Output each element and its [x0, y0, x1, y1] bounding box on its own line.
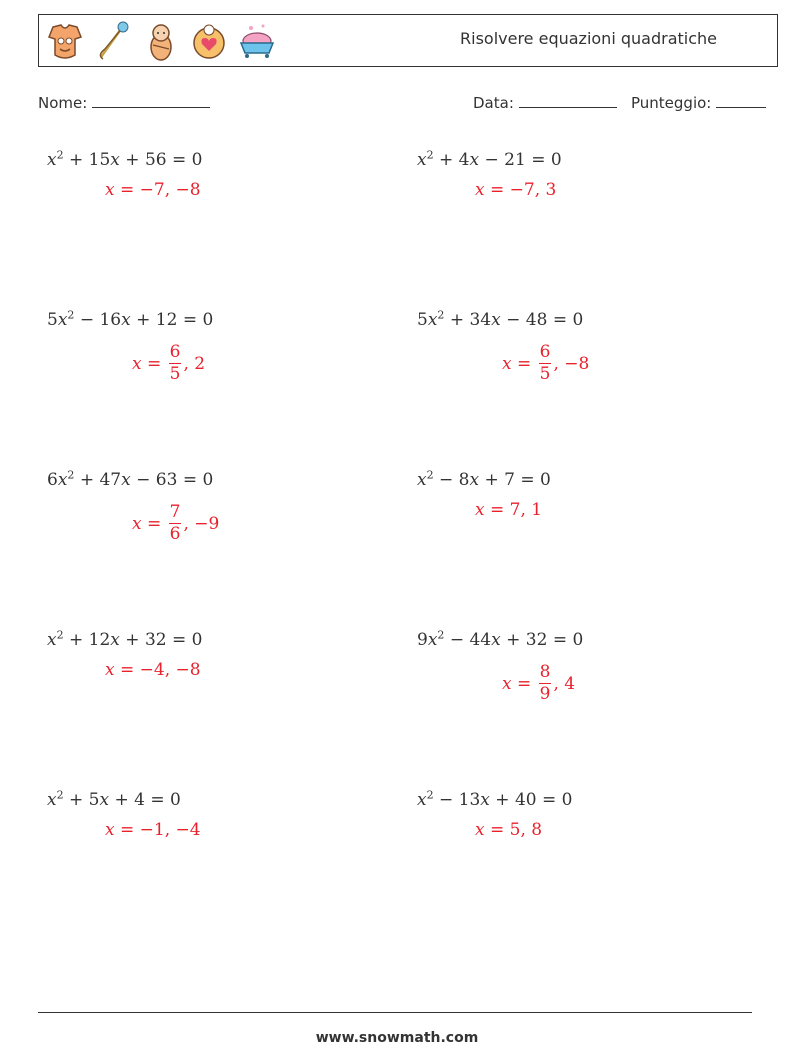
coefficient-b: 13 [458, 790, 481, 810]
name-field[interactable] [38, 93, 210, 112]
equals-zero: = 0 [552, 310, 584, 330]
answer-values: , 4 [553, 673, 576, 694]
answer-equals: = [484, 500, 510, 520]
problem-item [47, 628, 203, 680]
fraction-numerator: 6 [539, 342, 551, 362]
answer-equals: = [141, 513, 167, 534]
answer [502, 664, 575, 703]
baby-bodysuit-icon [43, 19, 87, 63]
sign-c: + [136, 310, 151, 330]
score-label: Punteggio: [631, 94, 712, 112]
variable: x [480, 790, 490, 810]
variable: x [121, 310, 131, 330]
problem-item [47, 308, 214, 384]
problem-item [417, 468, 551, 520]
exponent: 2 [56, 788, 64, 802]
answer-variable: x [105, 180, 115, 200]
variable: x [121, 470, 131, 490]
name-label: Nome: [38, 94, 88, 112]
variable: x [57, 310, 68, 330]
answer-values: , −9 [183, 513, 220, 534]
variable: x [427, 310, 438, 330]
answer [132, 504, 219, 543]
baby-bath-icon [235, 19, 279, 63]
answer-fraction [539, 664, 552, 703]
answer-fraction [539, 344, 552, 383]
answer [475, 820, 542, 840]
coefficient-a: 5 [47, 310, 58, 330]
exponent: 2 [426, 468, 434, 482]
answer [475, 180, 556, 200]
sign-b: + [69, 630, 84, 650]
coefficient-b: 34 [469, 310, 492, 330]
equation [417, 150, 562, 170]
sign-c: + [125, 630, 140, 650]
fraction-denominator: 6 [169, 524, 181, 544]
exponent: 2 [437, 308, 445, 322]
sign-c: − [484, 150, 499, 170]
constant-c: 21 [504, 150, 526, 170]
problem-item [417, 308, 590, 384]
variable: x [491, 630, 501, 650]
answer-variable: x [132, 513, 142, 534]
score-field[interactable] [631, 93, 766, 112]
variable: x [110, 150, 120, 170]
coefficient-b: 8 [458, 470, 470, 490]
problem-item [47, 148, 203, 200]
answer [105, 180, 201, 200]
footer-divider [38, 1012, 752, 1013]
variable: x [417, 790, 427, 810]
worksheet-title: Risolvere equazioni quadratiche [460, 29, 717, 48]
sign-c: − [136, 470, 151, 490]
coefficient-b: 5 [88, 790, 100, 810]
answer-values: −7, −8 [139, 180, 201, 200]
answer-equals: = [511, 673, 537, 694]
fraction-denominator: 5 [539, 364, 551, 384]
equation [417, 790, 572, 810]
answer [132, 344, 205, 383]
variable: x [99, 790, 110, 810]
sign-b: − [79, 310, 95, 330]
equals-zero: = 0 [552, 630, 584, 650]
sign-c: + [114, 790, 129, 810]
exponent: 2 [67, 308, 75, 322]
sign-b: − [439, 470, 454, 490]
answer-values: −7, 3 [509, 180, 557, 200]
answer-equals: = [484, 820, 510, 840]
equation [417, 310, 583, 330]
answer-fraction [169, 504, 182, 543]
answer-variable: x [475, 180, 485, 200]
variable: x [47, 630, 57, 650]
answer-equals: = [484, 180, 510, 200]
answer [105, 660, 201, 680]
sign-b: + [439, 150, 454, 170]
answer [502, 344, 589, 383]
equals-zero: = 0 [182, 310, 214, 330]
variable: x [110, 630, 120, 650]
answer-equals: = [114, 180, 140, 200]
exponent: 2 [56, 628, 64, 642]
exponent: 2 [56, 148, 64, 162]
coefficient-a: 6 [47, 470, 58, 490]
sign-c: + [484, 470, 499, 490]
date-label: Data: [473, 94, 514, 112]
variable: x [491, 310, 501, 330]
coefficient-a: 9 [417, 630, 428, 650]
answer-variable: x [105, 820, 115, 840]
coefficient-b: 12 [88, 630, 111, 650]
exponent: 2 [426, 788, 434, 802]
answer-values: −1, −4 [139, 820, 201, 840]
date-blank[interactable] [519, 93, 617, 108]
constant-c: 48 [525, 310, 548, 330]
variable: x [47, 150, 57, 170]
name-blank[interactable] [92, 93, 210, 108]
fraction-denominator: 9 [539, 684, 551, 704]
answer-equals: = [114, 660, 140, 680]
answer-equals: = [511, 353, 537, 374]
answer-values: , −8 [553, 353, 590, 374]
answer-equals: = [141, 353, 167, 374]
constant-c: 63 [155, 470, 178, 490]
exponent: 2 [67, 468, 75, 482]
worksheet-header [38, 14, 778, 67]
problem-item [47, 788, 201, 840]
variable: x [427, 630, 438, 650]
equals-zero: = 0 [172, 150, 203, 170]
sign-b: + [449, 310, 465, 330]
fraction-numerator: 8 [539, 662, 551, 682]
constant-c: 56 [144, 150, 167, 170]
constant-c: 32 [525, 630, 548, 650]
coefficient-b: 4 [458, 150, 470, 170]
equals-zero: = 0 [520, 470, 551, 490]
footer-url: www.snowmath.com [315, 1030, 479, 1046]
answer-variable: x [105, 660, 115, 680]
constant-c: 40 [514, 790, 537, 810]
baby-bib-icon [187, 19, 231, 63]
variable: x [417, 150, 427, 170]
coefficient-b: 44 [469, 630, 492, 650]
constant-c: 32 [144, 630, 167, 650]
sign-b: + [69, 790, 84, 810]
variable: x [469, 470, 480, 490]
answer-equals: = [114, 820, 140, 840]
header-icons [43, 19, 279, 63]
fraction-denominator: 5 [169, 364, 181, 384]
equation [417, 470, 551, 490]
equals-zero: = 0 [150, 790, 181, 810]
variable: x [47, 790, 57, 810]
sign-c: + [125, 150, 140, 170]
sign-b: − [439, 790, 454, 810]
problem-item [417, 148, 562, 200]
equation [47, 150, 202, 170]
problem-item [47, 468, 220, 544]
score-blank[interactable] [716, 93, 766, 108]
safety-pin-icon [91, 19, 135, 63]
sign-c: + [506, 630, 521, 650]
sign-b: + [79, 470, 95, 490]
variable: x [469, 150, 480, 170]
answer [475, 500, 542, 520]
constant-c: 12 [155, 310, 178, 330]
exponent: 2 [437, 628, 445, 642]
equals-zero: = 0 [531, 150, 562, 170]
answer-fraction [169, 344, 182, 383]
exponent: 2 [426, 148, 434, 162]
constant-c: 4 [134, 790, 145, 810]
equation [47, 310, 213, 330]
coefficient-b: 15 [88, 150, 111, 170]
coefficient-b: 47 [99, 470, 122, 490]
answer-variable: x [502, 673, 512, 694]
equation [47, 630, 202, 650]
variable: x [417, 470, 427, 490]
sign-c: − [506, 310, 521, 330]
problem-item [417, 788, 573, 840]
answer-variable: x [502, 353, 512, 374]
fraction-numerator: 7 [169, 502, 181, 522]
sign-c: + [495, 790, 510, 810]
answer-values: 7, 1 [509, 500, 543, 520]
sign-b: − [449, 630, 465, 650]
date-field[interactable] [473, 93, 617, 112]
coefficient-a: 5 [417, 310, 428, 330]
variable: x [57, 470, 68, 490]
answer-values: −4, −8 [139, 660, 201, 680]
problem-item [417, 628, 584, 704]
answer-values: , 2 [183, 353, 206, 374]
equation [47, 790, 181, 810]
answer-variable: x [475, 500, 485, 520]
answer-values: 5, 8 [509, 820, 543, 840]
equation [47, 470, 213, 490]
fraction-numerator: 6 [169, 342, 181, 362]
coefficient-b: 16 [99, 310, 122, 330]
answer-variable: x [475, 820, 485, 840]
swaddled-baby-icon [139, 19, 183, 63]
equation [417, 630, 583, 650]
answer [105, 820, 201, 840]
constant-c: 7 [504, 470, 515, 490]
equals-zero: = 0 [182, 470, 214, 490]
sign-b: + [69, 150, 84, 170]
equals-zero: = 0 [172, 630, 203, 650]
answer-variable: x [132, 353, 142, 374]
equals-zero: = 0 [542, 790, 573, 810]
